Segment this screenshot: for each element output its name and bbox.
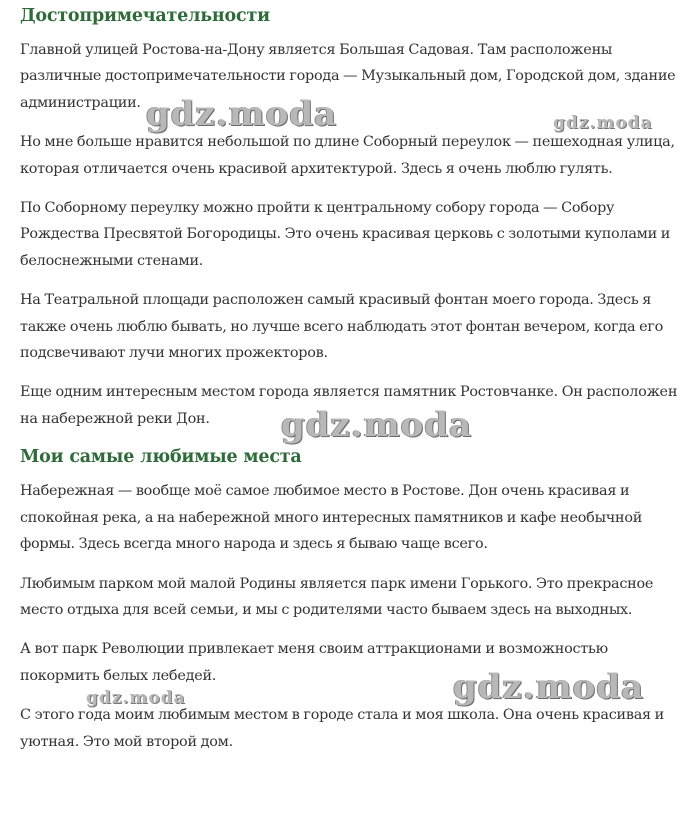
paragraph: Но мне больше нравится небольшой по длине Соборный переулок — пешеходная улица, которая отличается очень красивой архитектурой. Здесь я очень люблю гулять. — [20, 134, 675, 177]
paragraph: Главной улицей Ростова-на-Дону является Большая Садовая. Там расположены различные достопримечательности города — Музыкальный дом, Городской дом, здание администрации. — [20, 42, 676, 111]
watermark: gdz.moda — [146, 94, 338, 134]
paragraph: А вот парк Революции привлекает меня своим аттракционами и возможностью покормить белых лебедей. — [20, 641, 608, 684]
section-heading-favorite-places: Мои самые любимые места — [20, 447, 302, 468]
watermark: gdz.moda — [553, 113, 653, 133]
paragraph: Любимым парком мой малой Родины является парк имени Горького. Это прекрасное место отдыха для всей семьи, и мы с родителями часто бываем здесь на выходных. — [20, 575, 654, 618]
watermark: gdz.moda — [86, 688, 186, 708]
paragraph: По Соборному переулку можно пройти к центральному собору города — Собору Рождества Пресвятой Богородицы. Это очень красивая церковь с золотыми куполами и белоснежными стенами. — [20, 200, 671, 269]
watermark: gdz.moda — [281, 405, 473, 445]
paragraph: Набережная — вообще моё самое любимое место в Ростове. Дон очень красивая и спокойная река, а на набережной много интересных памятников и кафе необычной формы. Здесь всегда много народа и здесь я бываю чаще всего. — [20, 483, 643, 553]
paragraph: Еще одним интересным местом города является памятник Ростовчанке. Он расположен на набережной реки Дон. — [20, 384, 678, 427]
section-heading-landmarks: Достопримечательности — [20, 6, 270, 26]
paragraph: На Театральной площади расположен самый красивый фонтан моего города. Здесь я также очень люблю бывать, но лучше всего наблюдать этот фонтан вечером, когда его подсвечивают лучи многих прожекторов. — [20, 292, 664, 362]
paragraph: С этого года моим любимым местом в городе стала и моя школа. Она очень красивая и уютная. Это мой второй дом. — [20, 707, 665, 750]
article — [20, 0, 678, 768]
watermark: gdz.moda — [453, 667, 645, 707]
